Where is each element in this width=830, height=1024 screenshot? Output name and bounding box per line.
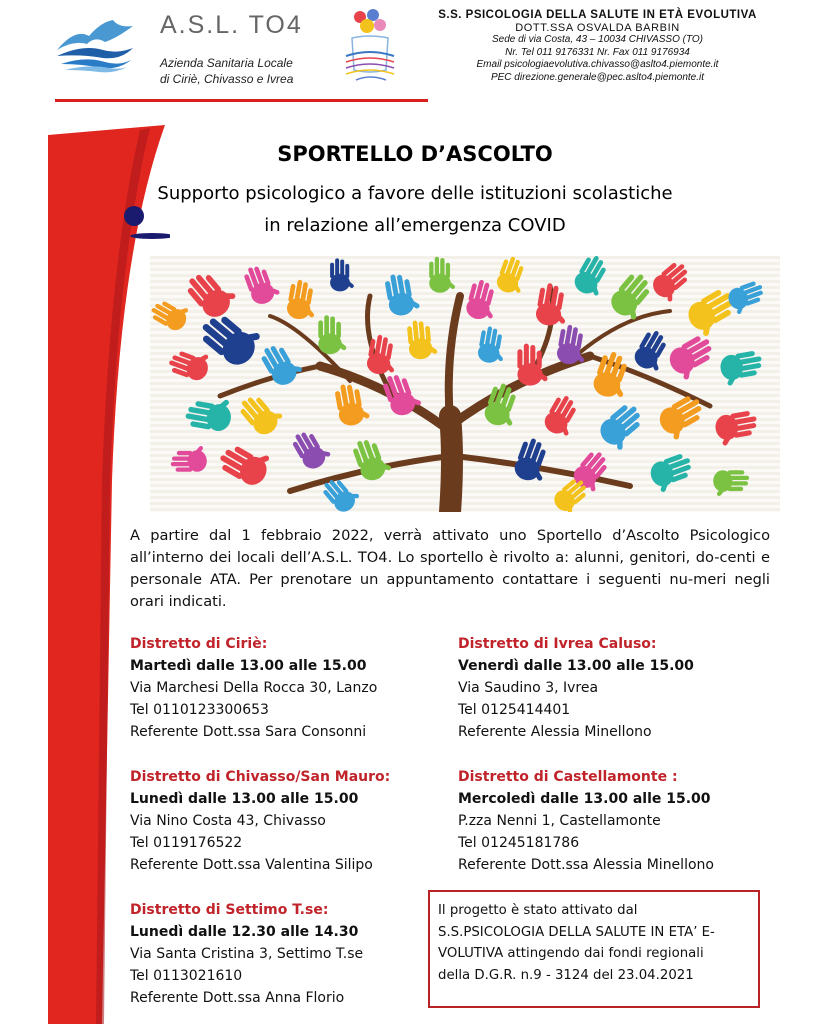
district-name: Distretto di Ciriè: (130, 636, 268, 652)
district-chivasso-san-mauro (130, 766, 390, 876)
page-title: SPORTELLO D’ASCOLTO (277, 142, 553, 166)
district-referent: Referente Dott.ssa Valentina Silipo (130, 857, 373, 873)
service-email: Email psicologiaevolutiva.chivasso@aslto4.piemonte.it (476, 59, 719, 70)
tree-of-hands-illustration (150, 256, 780, 512)
district-phone: Tel 01245181786 (458, 835, 580, 851)
district-hours: Lunedì dalle 13.00 alle 15.00 (130, 791, 359, 807)
district-phone: Tel 0119176522 (130, 835, 243, 851)
district-referent: Referente Dott.ssa Sara Consonni (130, 724, 367, 740)
district-castellamonte (458, 766, 714, 876)
district-referent: Referente Alessia Minellono (458, 724, 652, 740)
district-phone: Tel 0125414401 (458, 702, 571, 718)
service-name: S.S. PSICOLOGIA DELLA SALUTE IN ETÀ EVOLUTIVA (438, 9, 757, 21)
district-address: Via Santa Cristina 3, Settimo T.se (130, 946, 364, 962)
district-settimo (130, 899, 363, 1009)
org-subtitle-2: di Ciriè, Chivasso e Ivrea (160, 72, 294, 86)
district-address: Via Saudino 3, Ivrea (458, 680, 599, 696)
service-phone: Nr. Tel 011 9176331 Nr. Fax 011 9176934 (505, 46, 690, 58)
district-hours: Lunedì dalle 12.30 alle 14.30 (130, 924, 359, 940)
district-address: Via Marchesi Della Rocca 30, Lanzo (130, 680, 378, 696)
district-phone: Tel 0110123300653 (130, 702, 269, 718)
district-name: Distretto di Ivrea Caluso: (458, 636, 657, 652)
org-subtitle-1: Azienda Sanitaria Locale (160, 56, 293, 70)
district-referent: Referente Dott.ssa Anna Florio (130, 990, 345, 1006)
district-hours: Mercoledì dalle 13.00 alle 15.00 (458, 791, 711, 807)
header-divider (55, 99, 428, 102)
balloons-logo-icon (340, 8, 400, 88)
service-address: Sede di via Costa, 43 – 10034 CHIVASSO (TO) (491, 34, 704, 45)
page-subtitle-2: in relazione all’emergenza COVID (264, 215, 566, 236)
district-ivrea-caluso (458, 633, 694, 743)
note-line: VOLUTIVA attingendo dai fondi regionali (438, 946, 704, 961)
asl-waves-logo-icon (55, 14, 135, 74)
service-info-block (430, 9, 765, 84)
district-phone: Tel 0113021610 (130, 968, 243, 984)
district-name: Distretto di Castellamonte : (458, 769, 678, 785)
note-line: S.S.PSICOLOGIA DELLA SALUTE IN ETA’ E- (438, 924, 715, 940)
note-line: Il progetto è stato attivato dal (438, 903, 638, 918)
service-pec: PEC direzione.generale@pec.aslto4.piemonte.it (490, 71, 705, 83)
district-hours: Martedì dalle 13.00 alle 15.00 (130, 658, 367, 674)
district-address: P.zza Nenni 1, Castellamonte (458, 813, 661, 829)
district-referent: Referente Dott.ssa Alessia Minellono (458, 857, 714, 873)
page-subtitle-1: Supporto psicologico a favore delle istituzioni scolastiche (157, 183, 673, 204)
district-name: Distretto di Settimo T.se: (130, 902, 329, 918)
district-name: Distretto di Chivasso/San Mauro: (130, 769, 391, 785)
intro-paragraph: A partire dal 1 febbraio 2022, verrà attivato uno Sportello d’Ascolto Psicologico all’interno dei locali dell’A.S.L. TO4. Lo sportello è rivolto a: alunni, genitori, do-centi e personale ATA. Per prenotare un appuntamento contattare i seguenti nu-meri negli orari indicati. (130, 527, 770, 610)
funding-note-box (428, 890, 760, 1008)
org-name: A.S.L. TO4 (160, 11, 303, 39)
district-hours: Venerdì dalle 13.00 alle 15.00 (458, 658, 694, 674)
district-cirie (130, 633, 377, 743)
district-address: Via Nino Costa 43, Chivasso (130, 813, 326, 829)
service-director: DOTT.SSA OSVALDA BARBIN (515, 22, 680, 34)
note-line: della D.G.R. n.9 - 3124 del 23.04.2021 (438, 967, 694, 983)
